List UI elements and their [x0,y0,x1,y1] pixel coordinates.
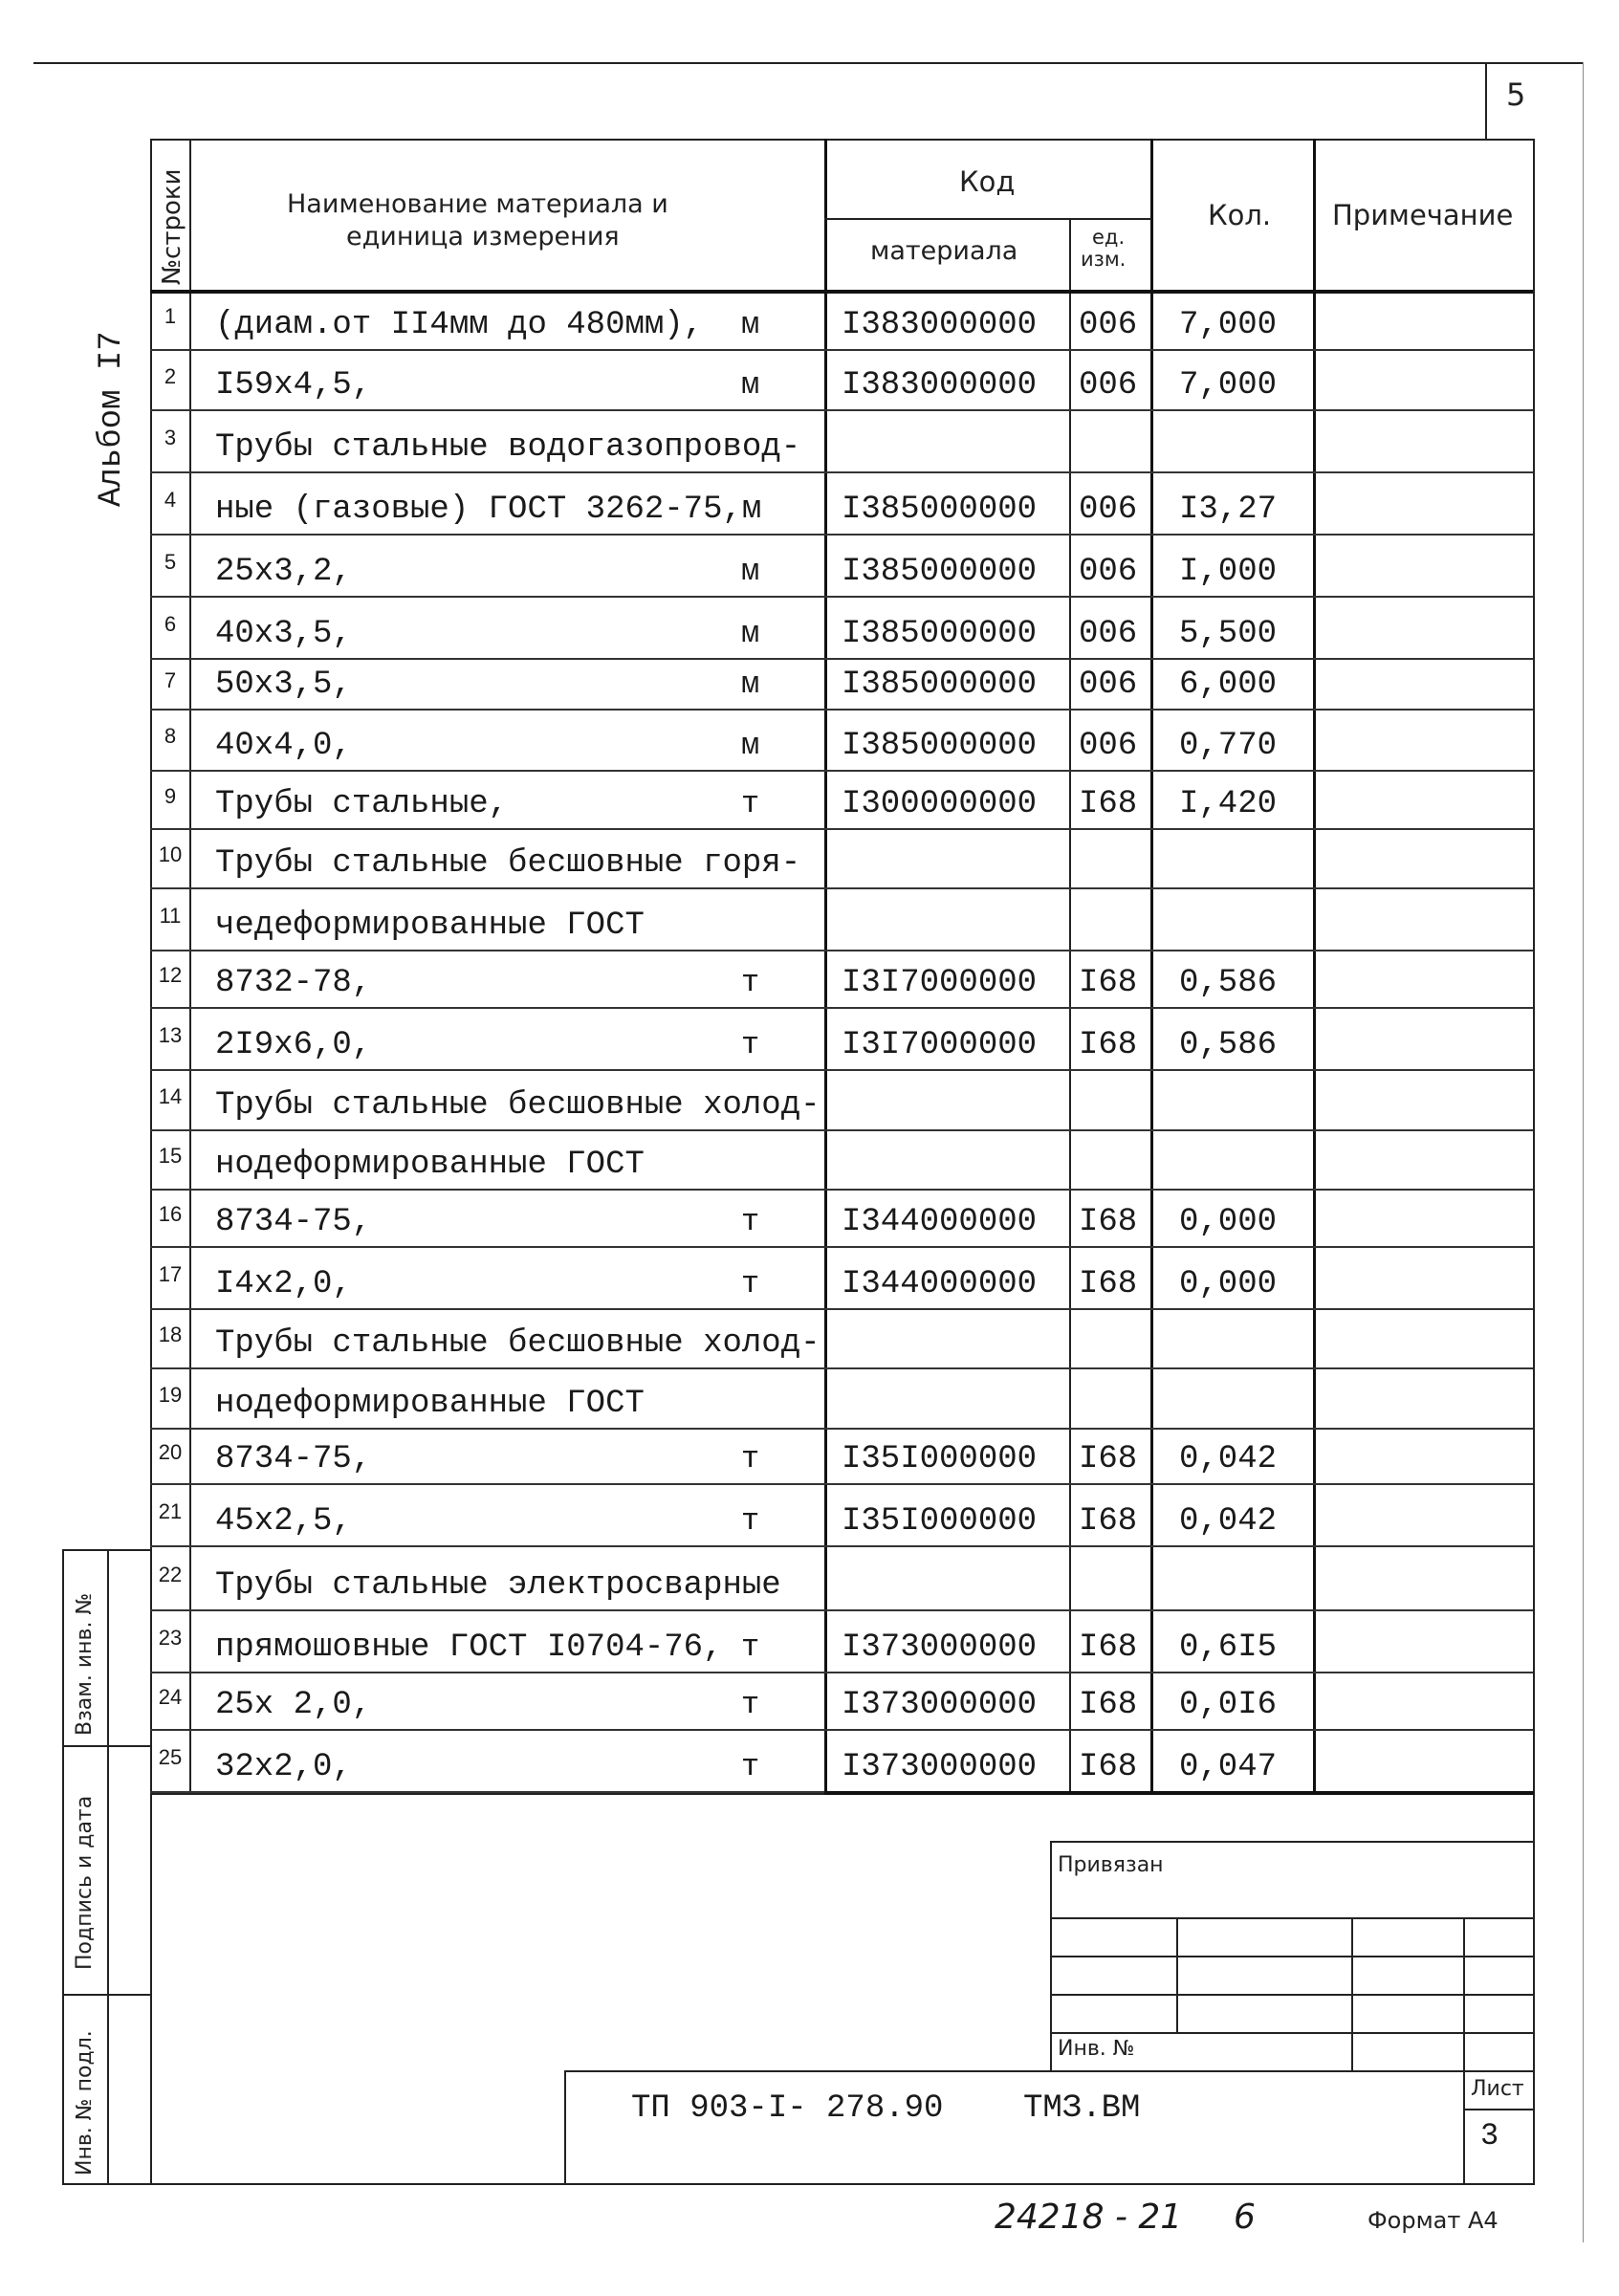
table-row [0,1009,1619,1071]
material-name: 8734-75, [215,1441,372,1477]
title-block-sheet-rule [1463,2109,1534,2110]
unit-of-measure: т [741,1266,760,1301]
header-sub-rule [824,218,1151,220]
table-row [0,1611,1619,1673]
material-name: Трубы стальные водогазопровод- [215,429,801,466]
side-label-vzam: Взам. инв. № [73,1592,97,1736]
material-name: 45x2,5, [215,1503,352,1540]
unit-of-measure: т [741,965,760,1000]
material-name: нодеформированные ГОСТ [215,1147,645,1183]
unit-code: 006 [1079,554,1138,590]
quantity: 0,586 [1179,965,1278,1001]
quantity: 0,770 [1179,728,1278,764]
material-name: Трубы стальные, [215,786,509,822]
right-margin-line [1583,62,1584,2242]
table-row [0,473,1619,536]
header-note: Примечание [1332,199,1514,231]
quantity: 0,586 [1179,1027,1278,1063]
material-name: нодеформированные ГОСТ [215,1386,645,1422]
stamp-rule-4 [1050,2032,1534,2034]
side-label-podpis: Подпись и дата [73,1795,97,1970]
unit-of-measure: т [741,1503,760,1539]
quantity: I,420 [1179,786,1278,822]
row-number: 1 [164,304,177,328]
frame-top [150,139,1533,141]
unit-code: I68 [1079,1629,1138,1666]
table-row [0,1485,1619,1547]
title-block-sheet-left [1463,2070,1465,2185]
stamp-col-3 [1463,1917,1465,2070]
quantity: 7,000 [1179,367,1278,404]
unit-code: 006 [1079,367,1138,404]
side-strip-left [62,1549,64,2185]
album-label: Альбом I7 [94,331,130,507]
unit-code: I68 [1079,1441,1138,1477]
unit-of-measure: т [741,1027,760,1062]
title-block-left [564,2070,566,2185]
material-code: I385000000 [842,616,1038,652]
stamp-designation: ТП 903-I- 278.90 [631,2090,944,2127]
unit-of-measure: т [741,1687,760,1722]
material-name: Трубы стальные бесшовные горя- [215,845,801,882]
unit-code: 006 [1079,728,1138,764]
stamp-sheet-label: Лист [1471,2077,1524,2101]
unit-code: I68 [1079,786,1138,822]
unit-of-measure: т [741,1204,760,1239]
stamp-rule-2 [1050,1956,1534,1957]
row-number: 4 [164,487,177,512]
material-name: I59x4,5, [215,367,372,404]
material-name: ные (газовые) ГОСТ 3262-75,м [215,492,762,528]
quantity: 5,500 [1179,616,1278,652]
unit-code: I68 [1079,965,1138,1001]
handwritten-number: 24218 - 21 [995,2198,1183,2237]
format-label: Формат А4 [1367,2207,1499,2234]
material-name: 25x3,2, [215,554,352,590]
material-name: 8734-75, [215,1204,372,1240]
stamp-col-1 [1176,1917,1178,2032]
material-name: 8732-78, [215,965,372,1001]
stamp-rule-3 [1050,1994,1534,1996]
quantity: I,000 [1179,554,1278,590]
row-number: 7 [164,667,177,692]
copy-number: 6 [1234,2198,1256,2237]
unit-code: I68 [1079,1266,1138,1302]
quantity: 0,6I5 [1179,1629,1278,1666]
table-row [0,1731,1619,1793]
material-name: 2I9x6,0, [215,1027,372,1063]
material-code: I344000000 [842,1266,1038,1302]
title-block-top [564,2070,1534,2072]
table-row [0,1310,1619,1369]
unit-code: 006 [1079,616,1138,652]
unit-code: 006 [1079,667,1138,703]
row-number: 8 [164,724,177,748]
row-number: 10 [158,842,183,866]
row-number: 3 [164,425,177,449]
page-number: 5 [1506,77,1526,113]
header-material: материала [870,236,1018,266]
row-number: 13 [158,1022,183,1047]
material-name: 40x4,0, [215,728,352,764]
material-name: Трубы стальные электросварные [215,1567,781,1604]
unit-of-measure: м [741,307,760,342]
quantity: 0,047 [1179,1749,1278,1785]
material-name: прямошовные ГОСТ I0704-76, [215,1629,723,1666]
material-code: I35I000000 [842,1503,1038,1540]
table-row [0,351,1619,411]
table-row [0,711,1619,772]
unit-code: I68 [1079,1027,1138,1063]
frame-bottom [62,2183,1535,2185]
table-row [0,772,1619,830]
material-name: 32x2,0, [215,1749,352,1785]
row-number: 16 [158,1202,183,1226]
table-row [0,951,1619,1009]
row-number: 11 [159,903,182,928]
table-row [0,1369,1619,1430]
row-number: 21 [158,1498,183,1523]
unit-of-measure: м [741,554,760,589]
row-number: 15 [158,1144,183,1168]
row-number: 25 [158,1744,183,1769]
material-name: (диам.от II4мм до 480мм), [215,307,704,343]
side-strip-divider [107,1549,109,2185]
page-number-box-left [1485,62,1487,139]
quantity: 7,000 [1179,307,1278,343]
material-name: 25x 2,0, [215,1687,372,1723]
unit-of-measure: т [741,1629,760,1665]
unit-code: 006 [1079,492,1138,528]
side-strip-rule-2 [62,1994,150,1996]
row-number: 22 [158,1562,183,1586]
row-number: 19 [158,1382,183,1407]
material-code: I300000000 [842,786,1038,822]
row-number: 6 [164,611,177,636]
header-row-no: №строки [158,168,186,285]
material-code: I385000000 [842,554,1038,590]
stamp-privyazan: Привязан [1058,1853,1164,1877]
material-code: I373000000 [842,1629,1038,1666]
row-number: 2 [164,363,177,388]
unit-of-measure: м [741,728,760,763]
material-code: I385000000 [842,667,1038,703]
table-row [0,889,1619,951]
material-name: Трубы стальные бесшовные холод- [215,1087,820,1124]
material-name: 40x3,5, [215,616,352,652]
stamp-top [1050,1841,1534,1843]
table-row [0,830,1619,889]
header-name-line2: единица измерения [346,222,620,251]
table-row [0,536,1619,598]
quantity: 6,000 [1179,667,1278,703]
quantity: 0,042 [1179,1441,1278,1477]
material-code: I373000000 [842,1687,1038,1723]
stamp-sheet-number: 3 [1480,2118,1499,2154]
header-name: Наименование материала и [287,189,668,219]
material-code: I373000000 [842,1749,1038,1785]
material-code: I385000000 [842,492,1038,528]
unit-code: 006 [1079,307,1138,343]
table-row [0,411,1619,473]
top-rule [33,62,1583,64]
table-row [0,292,1619,351]
material-code: I35I000000 [842,1441,1038,1477]
material-code: I3I7000000 [842,1027,1038,1063]
header-unit: ед. [1092,226,1126,249]
row-number: 23 [158,1625,183,1650]
unit-of-measure: т [741,1441,760,1476]
row-number: 12 [158,963,183,987]
material-code: I344000000 [842,1204,1038,1240]
unit-of-measure: м [741,616,760,651]
side-strip-rule-1 [62,1745,150,1747]
stamp-rule-1 [1050,1917,1534,1919]
material-code: I383000000 [842,367,1038,404]
side-label-inv-podl: Инв. № подл. [73,2030,97,2176]
table-row [0,1071,1619,1131]
quantity: 0,000 [1179,1204,1278,1240]
table-row [0,1430,1619,1485]
quantity: I3,27 [1179,492,1278,528]
header-qty: Кол. [1208,199,1272,231]
material-name: Трубы стальные бесшовные холод- [215,1325,820,1362]
material-name: I4x2,0, [215,1266,352,1302]
row-number: 20 [158,1440,183,1464]
table-row [0,1131,1619,1191]
material-name: чедеформированные ГОСТ [215,907,645,944]
quantity: 0,000 [1179,1266,1278,1302]
row-number: 24 [158,1685,183,1709]
row-number: 18 [158,1323,183,1346]
material-code: I383000000 [842,307,1038,343]
row-number: 9 [164,783,177,808]
table-row [0,1248,1619,1310]
unit-code: I68 [1079,1687,1138,1723]
row-number: 17 [158,1261,183,1286]
material-code: I3I7000000 [842,965,1038,1001]
unit-code: I68 [1079,1749,1138,1785]
header-unit-line2: изм. [1081,248,1127,271]
header-code: Код [959,165,1016,198]
unit-of-measure: т [741,786,760,821]
stamp-col-2 [1351,1917,1353,2070]
table-row [0,598,1619,660]
side-strip-top [62,1549,150,1551]
row-number: 5 [164,549,177,574]
material-code: I385000000 [842,728,1038,764]
quantity: 0,0I6 [1179,1687,1278,1723]
material-name: 50x3,5, [215,667,352,703]
stamp-doc-code: ТМЗ.ВМ [1023,2090,1141,2127]
table-row [0,1673,1619,1731]
table-row [0,1191,1619,1248]
table-row [0,660,1619,711]
unit-of-measure: т [741,1749,760,1784]
quantity: 0,042 [1179,1503,1278,1540]
unit-of-measure: м [741,667,760,702]
row-number: 14 [158,1083,183,1108]
table-row [0,1547,1619,1611]
unit-code: I68 [1079,1503,1138,1540]
table-bottom-rule [824,1791,1534,1795]
unit-of-measure: м [741,367,760,403]
table-bottom-rule-left [150,1793,824,1795]
stamp-inv-no: Инв. № [1058,2037,1135,2061]
unit-code: I68 [1079,1204,1138,1240]
